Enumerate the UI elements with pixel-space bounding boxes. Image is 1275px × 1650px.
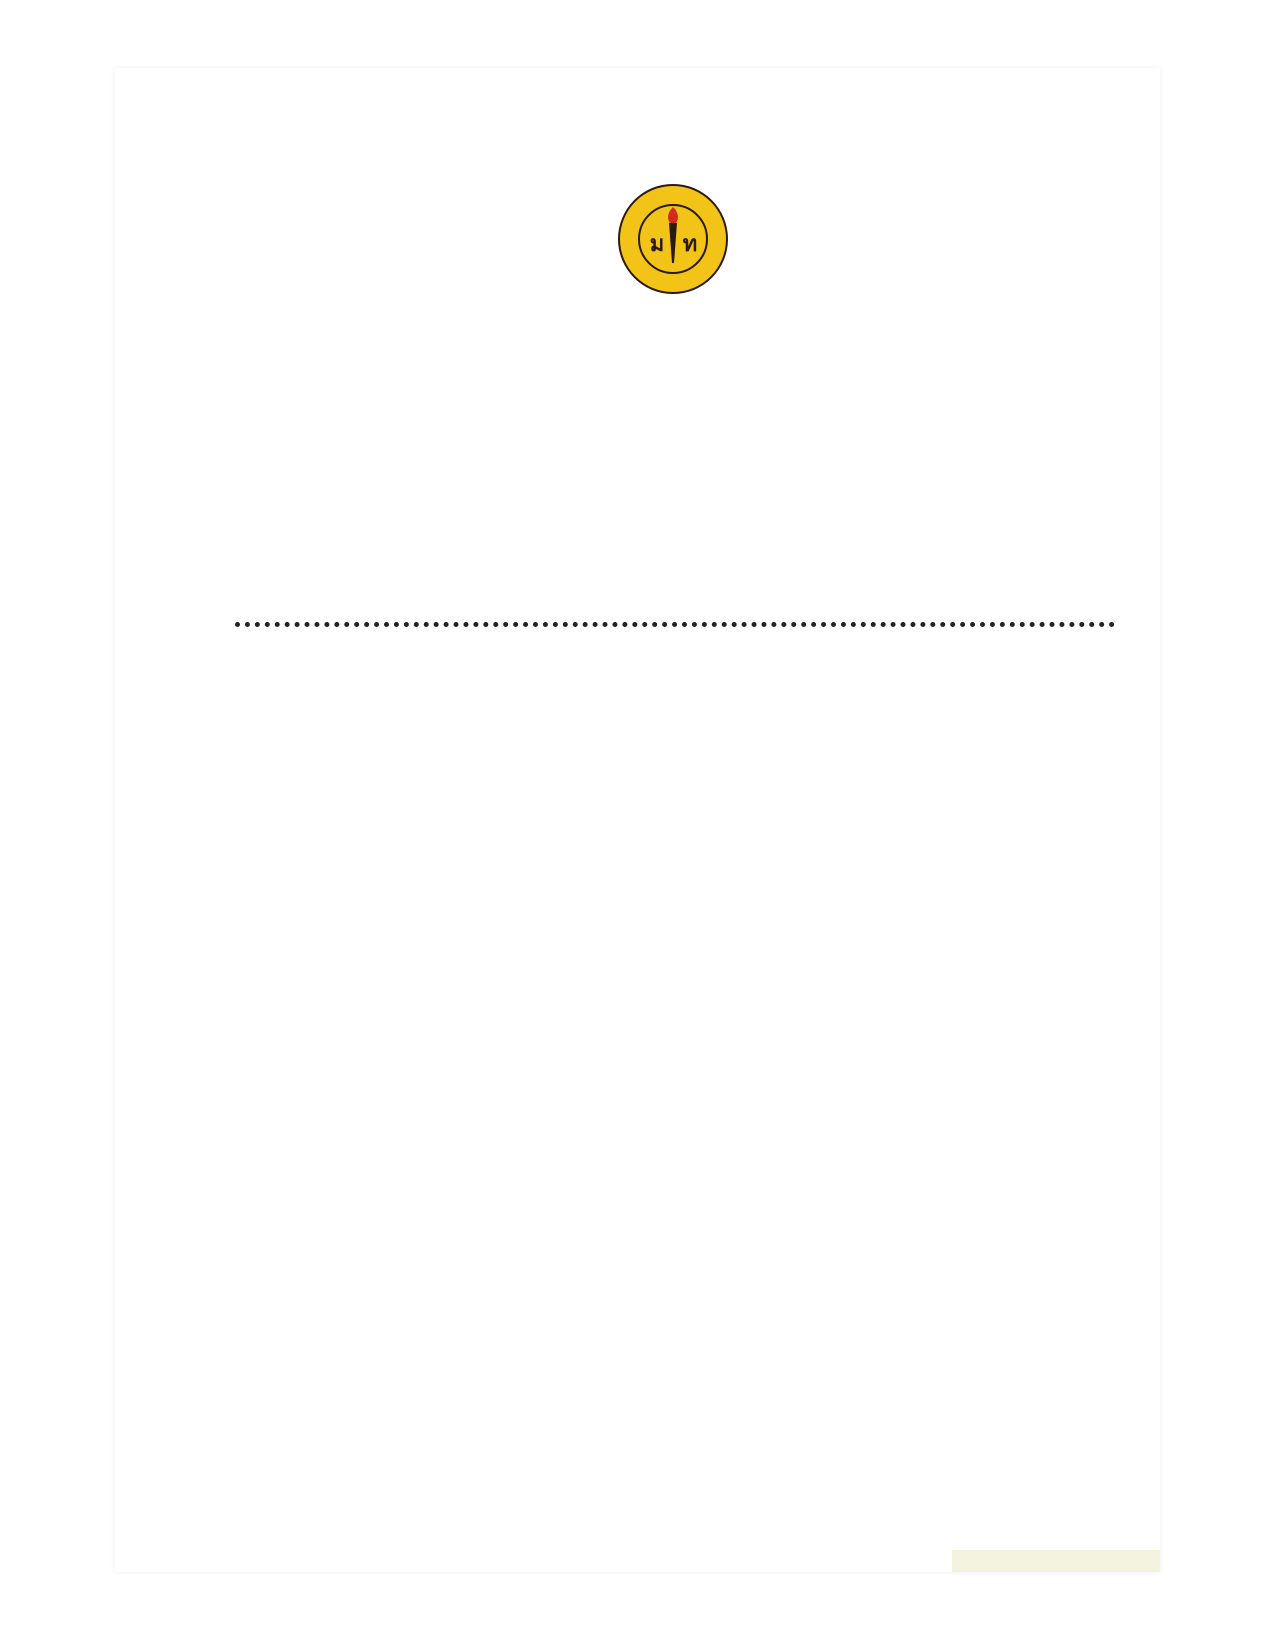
- school-seal-logo: [617, 183, 729, 295]
- dotted-divider: [235, 622, 1115, 633]
- paper-edge-shadow: [952, 1550, 1160, 1572]
- application-line: [352, 980, 360, 1002]
- seal-letter-right: ท: [682, 232, 698, 257]
- seal-letter-left: ม: [649, 232, 665, 257]
